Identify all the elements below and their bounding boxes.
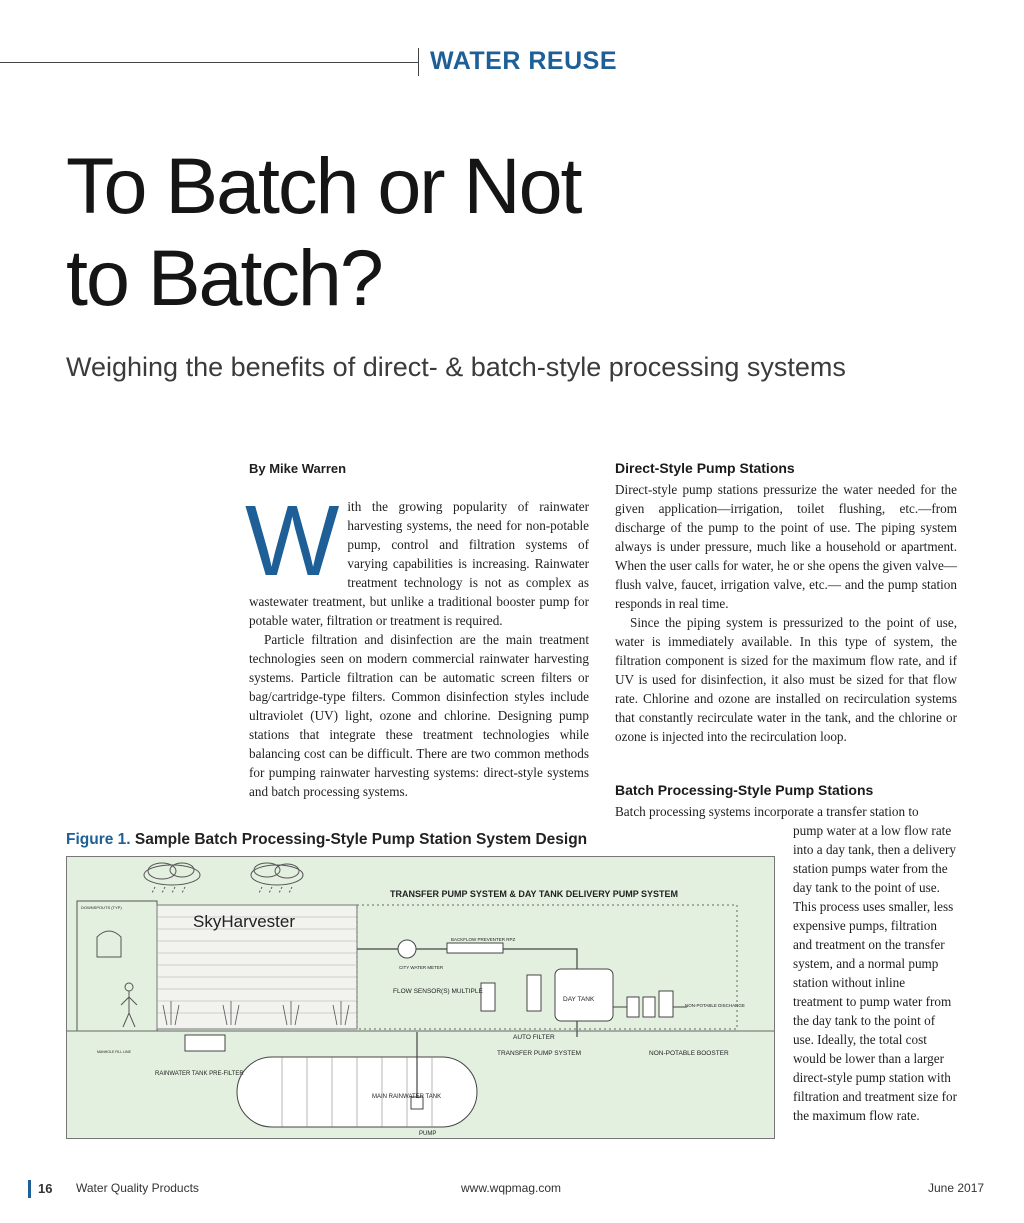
prefilter-icon — [185, 1035, 225, 1051]
building-outline — [77, 901, 157, 1031]
label-transfer-pump: TRANSFER PUMP SYSTEM — [497, 1050, 582, 1057]
label-main-tank: MAIN RAINWATER TANK — [372, 1094, 442, 1100]
section-label: WATER REUSE — [430, 47, 617, 75]
title-line-2: to Batch? — [66, 233, 382, 322]
cloud-icon — [144, 863, 200, 893]
article-subtitle: Weighing the benefits of direct- & batch-style processing systems — [66, 352, 846, 382]
byline: By Mike Warren — [249, 461, 347, 476]
label-day-tank: DAY TANK — [563, 996, 595, 1003]
page-number-bar — [28, 1180, 31, 1198]
paragraph-5-wrap: pump water at a low flow rate into a day tank, then a delivery station pumps water from the day tank to the point of use. This process uses smaller, less expensive pumps, filtration and treatment on the transfer system, and a normal pump station without inline treatment to pump water from the day tank to the point of use. Ideally, the total cost would be lower than a larger direct-style pump station with filtration and treatment size for the maximum flow rate. — [793, 823, 958, 1123]
person-icon — [125, 983, 133, 991]
label-flow-sensor: FLOW SENSOR(S) MULTIPLE — [393, 988, 483, 995]
filter-icon — [527, 975, 541, 1011]
label-manhole: MANHOLE FILL LINE — [97, 1050, 131, 1054]
article-title — [66, 140, 580, 324]
window-arch — [97, 931, 121, 957]
section-divider — [418, 48, 419, 76]
booster-pump-icon — [643, 997, 655, 1017]
label-non-potable-discharge: NON-POTABLE DISCHARGE — [685, 1003, 745, 1008]
cloud-icon — [251, 863, 303, 893]
heading-direct-style: Direct-Style Pump Stations — [615, 460, 795, 476]
booster-control-icon — [659, 991, 673, 1017]
label-brand: SkyHarvester — [193, 912, 296, 931]
column-left — [245, 485, 589, 801]
section-rule — [0, 62, 418, 63]
label-pump: PUMP — [419, 1131, 437, 1137]
day-tank-icon — [555, 969, 613, 1021]
control-box-icon — [481, 983, 495, 1011]
drop-cap: W — [245, 485, 340, 597]
paragraph-3: Direct-style pump stations pressurize the water needed for the given application—irrigation, toilet flushing, etc.—from discharge of the pump to the point of use. The piping system always is under pressure, much like a household or apartment. When the user calls for water, he or she opens the given valve—flush valve, faucet, irrigation valve, etc.— and the pump station responds in real time. — [615, 482, 957, 611]
label-city-water: CITY WATER METER — [399, 965, 444, 970]
system-diagram — [67, 857, 774, 1138]
heading-batch-style: Batch Processing-Style Pump Stations — [615, 782, 874, 798]
figure-label: Figure 1. — [66, 831, 131, 848]
label-system: TRANSFER PUMP SYSTEM & DAY TANK DELIVERY PUMP SYSTEM — [390, 889, 679, 899]
paragraph-2: Particle filtration and disinfection are the main treatment technologies seen on modern commercial rainwater harvesting systems. Particle filtration can be automatic screen filters or bag/cartridge-type filters. Common disinfection styles include ultraviolet (UV) light, ozone and chlorine. Designing pump stations that integrate these treatment technologies while balancing cost can be difficult. There are two common methods for pumping rainwater harvesting systems: direct-style systems and batch processing systems. — [249, 632, 589, 799]
label-prefilter: RAINWATER TANK PRE-FILTER — [155, 1071, 244, 1077]
figure-diagram — [66, 856, 775, 1139]
label-downspouts: DOWNSPOUTS (TYP) — [81, 905, 122, 910]
column-right — [615, 480, 957, 746]
website-url[interactable]: www.wqpmag.com — [461, 1181, 562, 1195]
paragraph-4: Since the piping system is pressurized to the point of use, water is immediately available. In this type of system, the filtration component is sized for the maximum flow rate, and if UV is used for disinfection, it also must be sized for that flow rate. Chlorine and ozone are installed on recirculation systems that constantly recirculate water in the tank, and the chlorine or ozone is injected into the recirculation loop. — [615, 615, 957, 744]
figure-caption-text: Sample Batch Processing-Style Pump Station System Design — [134, 831, 588, 848]
label-auto-filter: AUTO FILTER — [513, 1034, 555, 1041]
meter-icon — [398, 940, 416, 958]
label-backflow: BACKFLOW PREVENTER RPZ — [451, 937, 516, 942]
title-line-1: To Batch or Not — [66, 141, 581, 230]
label-non-potable-booster: NON-POTABLE BOOSTER — [649, 1050, 729, 1057]
issue-date: June 2017 — [928, 1181, 985, 1195]
figure-caption — [66, 831, 587, 849]
paragraph-1: ith the growing popularity of rainwater harvesting systems, the need for non-potable pump, control and filtration systems of varying capabilities is increasing. Rainwater treatment technology is not as complex as wastewater treatment, but unlike a traditional booster pump for potable water, filtration or treatment is required. — [249, 499, 589, 628]
page-number: 16 — [38, 1181, 53, 1196]
backflow-icon — [447, 943, 503, 953]
publication-name: Water Quality Products — [76, 1181, 199, 1195]
paragraph-5-lead: Batch processing systems incorporate a transfer station to — [615, 804, 919, 819]
booster-pump-icon — [627, 997, 639, 1017]
